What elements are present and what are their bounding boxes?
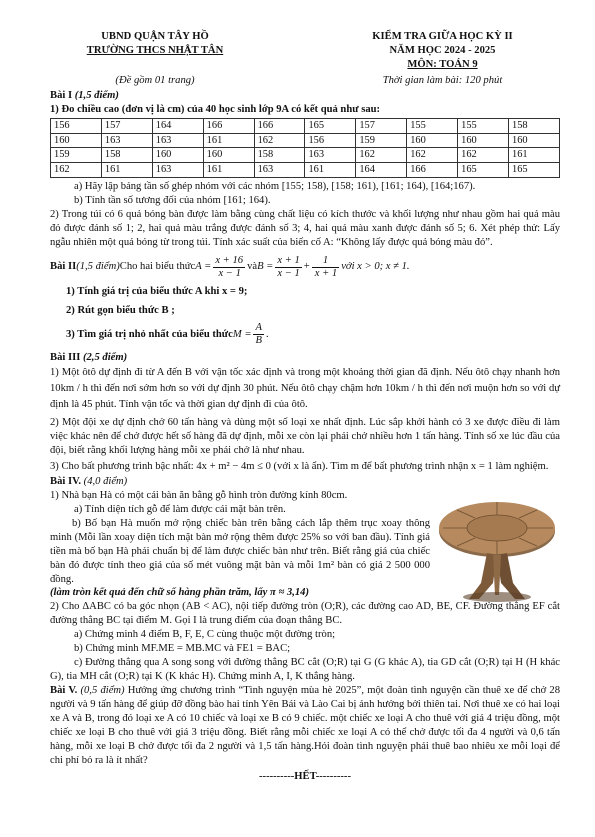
table-cell: 160 xyxy=(458,133,509,148)
bai3-q2: 2) Một đội xe dự định chở 60 tấn hàng và dùng một số loại xe nhất định. Lúc sắp khởi hành có 3 xe được điều đi làm việc khác nên để chở được hết số hàng đã dự định, mỗi xe còn lại phải chở nhiều hơn 1 tấn hàng. Tính số xe lúc đầu của đội, biết rằng khối lượng hàng mỗi xe phải chở là như nhau. xyxy=(50,416,560,456)
table-cell: 156 xyxy=(305,133,356,148)
exam-title: KIỂM TRA GIỮA HỌC KỲ II xyxy=(372,31,513,42)
bai2-q2: 2) Rút gọn biểu thức B ; xyxy=(66,304,175,316)
bai2-points: (1,5 điểm) xyxy=(76,261,120,273)
header-left xyxy=(50,30,260,72)
table-cell: 160 xyxy=(152,148,203,163)
table-cell: 166 xyxy=(407,163,458,178)
header xyxy=(50,30,560,72)
bai2-condition: với x > 0; x ≠ 1. xyxy=(341,261,410,273)
time-limit: Thời gian làm bài: 120 phút xyxy=(382,74,503,86)
bai2-q3: 3) Tìm giá trị nhỏ nhất của biểu thức xyxy=(66,328,233,340)
expr-b-numerator-1: x + 1 xyxy=(275,255,301,268)
expr-a-fraction xyxy=(213,255,245,280)
expr-b-numerator-2: 1 xyxy=(312,255,339,268)
header-right xyxy=(325,30,560,72)
table-cell: 160 xyxy=(509,133,560,148)
table-cell: 163 xyxy=(152,133,203,148)
table-cell: 160 xyxy=(407,133,458,148)
bai1-q2: 2) Trong túi có 6 quả bóng bàn được làm bằng cùng chất liệu có kích thước và khối lượng như nhau gồm hai quả màu đỏ được đánh số 1; 2, hai quả màu trắng được đánh số 3; 4, hai quả màu xanh được đánh số 5; 6. Xét phép thử: Lấy ngẫu nhiên một quả bóng từ trong túi. Tính xác suất của biến cố A: “Không lấy được quả bóng màu đỏ”. xyxy=(50,208,560,248)
bai4-q1b: b) Bố bạn Hà muốn mở rộng chiếc bàn trên bằng cách lắp thêm trục xoay thông minh (Mỗi lần xoay diện tích mặt bàn mở rộng thêm được 25% so với ban đầu). Tính giá tiền mà bố bạn Hà phải chuẩn bị để làm được chiếc bàn như trên. Biết rằng giá của chiếc bàn đó được tính theo giá của số mét vuông mặt bàn và mỗi 1m² bàn có giá 2 500 000 đồng. xyxy=(50,517,430,585)
table-cell: 162 xyxy=(458,148,509,163)
bai1-points: (1,5 điểm) xyxy=(72,89,119,101)
page-count: (Đề gồm 01 trang) xyxy=(115,74,195,86)
expr-b-label: B = xyxy=(257,261,274,273)
bai1-q1b: b) Tính tần số tương đối của nhóm [161; 164). xyxy=(74,194,271,206)
table-cell: 164 xyxy=(356,163,407,178)
round-table-image xyxy=(435,491,560,606)
bai2-and: và xyxy=(247,261,258,273)
bai2-q1: 1) Tính giá trị của biểu thức A khi x = 9; xyxy=(66,285,248,297)
bai4-title: Bài IV. xyxy=(50,475,82,487)
bai2-q3-row xyxy=(50,322,560,347)
bai5-text: Hưởng ứng chương trình “Tình nguyện mùa hè 2025”, một đoàn tình nguyện cần thuê xe để chở 28 người và 9 tấn hàng để giúp đỡ đồng bào hai tỉnh Yên Bái và Lào Cai bị ảnh hưởng bởi thiên tai. Nơi thuê xe có hai loại xe A và B, trong đó loại xe A có 10 chiếc và loại xe B có 9 chiếc. một chiếc xe loại A cho thuê với giá 4 triệu đồng, một chiếc xe loại B cho thuê với giá 3 triệu đồng. Biết rằng mỗi chiếc xe loại A có thể chở được tối đa 4 người và 0,6 tấn hàng, mỗi xe loại B chở được tối đa 2 người và 1,5 tấn hàng.Hỏi đoàn tình nguyện phải thuê bao nhiêu xe mỗi loại để chi phí bỏ ra là ít nhất? xyxy=(50,685,560,767)
bai1-q1a: a) Hãy lập bảng tần số ghép nhóm với các nhóm [155; 158), [158; 161), [161; 164), [164;167). xyxy=(74,180,476,192)
header-info-row xyxy=(50,74,560,88)
section-bai-5 xyxy=(50,684,560,768)
table-row xyxy=(51,133,560,148)
table-cell: 158 xyxy=(254,148,305,163)
table-cell: 163 xyxy=(305,148,356,163)
bai3-q3: 3) Cho bất phương trình bậc nhất: 4x + m² − 4m ≤ 0 (với x là ẩn). Tìm m để bất phương trình nhận x = 1 làm nghiệm. xyxy=(50,460,549,472)
table-cell: 155 xyxy=(458,118,509,133)
bai1-q1: 1) Đo chiều cao (đơn vị là cm) của 40 học sinh lớp 9A có kết quả như sau: xyxy=(50,103,381,115)
table-cell: 164 xyxy=(152,118,203,133)
bai3-title: Bài III xyxy=(50,352,81,364)
table-cell: 165 xyxy=(509,163,560,178)
table-cell: 156 xyxy=(51,118,102,133)
bai2-intro: Cho hai biểu thức xyxy=(119,261,196,273)
section-bai-3 xyxy=(50,351,560,474)
table-row xyxy=(51,148,560,163)
expr-m-denominator: B xyxy=(255,335,262,347)
table-cell: 166 xyxy=(203,118,254,133)
bai1-title: Bài I xyxy=(50,89,73,101)
table-cell: 163 xyxy=(101,133,152,148)
bai4-q1: 1) Nhà bạn Hà có một cái bàn ăn bằng gỗ hình tròn đường kính 80cm. xyxy=(50,489,348,501)
subject-name: MÔN: TOÁN 9 xyxy=(407,58,478,70)
school-name: TRƯỜNG THCS NHẬT TÂN xyxy=(86,44,224,56)
table-cell: 161 xyxy=(509,148,560,163)
expr-m-numerator: A xyxy=(253,322,263,335)
table-cell: 155 xyxy=(407,118,458,133)
table-cell: 161 xyxy=(305,163,356,178)
section-bai-4 xyxy=(50,475,560,685)
end-marker: ----------HẾT---------- xyxy=(259,771,351,783)
table-cell: 165 xyxy=(458,163,509,178)
table-cell: 161 xyxy=(203,133,254,148)
table-cell: 161 xyxy=(203,163,254,178)
table-cell: 160 xyxy=(203,148,254,163)
table-cell: 163 xyxy=(254,163,305,178)
table-cell: 157 xyxy=(101,118,152,133)
table-cell: 158 xyxy=(101,148,152,163)
table-cell: 160 xyxy=(51,133,102,148)
bai2-title: Bài II xyxy=(50,261,77,273)
expr-a-denominator: x − 1 xyxy=(218,267,241,279)
expr-a-label: A = xyxy=(195,261,212,273)
bai3-points: (2,5 điểm) xyxy=(80,352,128,364)
bai3-q1: 1) Một ôtô dự định đi từ A đến B với vận tốc xác định và trong một khoảng thời gian đã định. Nếu ôtô chạy nhanh hơn 10km / h thì đến nơi sớm hơn so với dự định 30 phút. Nếu ôtô chạy chậm hơn 10km / h thì đến nơi muộn hơn so với dự định là 45 phút. Tính vận tốc và thời gian dự định đi của ôtô. xyxy=(50,367,560,410)
expr-b-plus: + xyxy=(303,261,310,273)
expr-b-denominator-1: x − 1 xyxy=(277,267,300,279)
table-cell: 157 xyxy=(356,118,407,133)
bai4-q1a: a) Tính diện tích gỗ để làm được cái mặt bàn trên. xyxy=(74,503,286,515)
table-row xyxy=(51,118,560,133)
heights-table xyxy=(50,118,560,178)
bai4-q2c: c) Đường thẳng qua A song song với đường thẳng BC cắt (O;R) tại G (G khác A), tia GD cắt (O;R) tại H (H khác G), tia MH cắt (O;R) tại K (K khác H). Chứng minh A, I, K thẳng hàng. xyxy=(50,657,560,683)
table-cell: 161 xyxy=(101,163,152,178)
section-bai-2 xyxy=(50,255,560,348)
bai4-q2a: a) Chứng minh 4 điểm B, F, E, C cùng thuộc một đường tròn; xyxy=(74,629,336,641)
expr-b-denominator-2: x + 1 xyxy=(314,267,338,279)
table-cell: 162 xyxy=(51,163,102,178)
table-cell: 162 xyxy=(407,148,458,163)
expr-b-fraction-2 xyxy=(312,255,339,280)
table-cell: 163 xyxy=(152,163,203,178)
table-row xyxy=(51,163,560,178)
expr-m-fraction xyxy=(253,322,263,347)
bai2-q3-end: . xyxy=(265,328,269,340)
exam-page xyxy=(50,30,560,784)
table-cell: 166 xyxy=(254,118,305,133)
table-cell: 158 xyxy=(509,118,560,133)
bai5-title: Bài V. xyxy=(50,685,78,697)
expr-b-fraction-1 xyxy=(275,255,301,280)
district-name: UBND QUẬN TÂY HỒ xyxy=(101,31,209,42)
expr-a-numerator: x + 16 xyxy=(213,255,245,268)
bai4-part1 xyxy=(50,489,560,601)
bai5-points: (0,5 điểm) xyxy=(77,685,125,697)
table-cell: 165 xyxy=(305,118,356,133)
table-cell: 162 xyxy=(254,133,305,148)
expr-m-label: M = xyxy=(232,328,252,340)
bai4-q2b: b) Chứng minh MF.ME = MB.MC và FE1 = BAC; xyxy=(74,643,291,655)
bai4-rounding-note: (làm tròn kết quả đến chữ số hàng phần trăm, lấy π ≈ 3,14) xyxy=(50,587,309,599)
bai4-points: (4,0 điểm) xyxy=(81,475,128,487)
school-year: NĂM HỌC 2024 - 2025 xyxy=(389,44,496,56)
table-cell: 159 xyxy=(51,148,102,163)
bai4-q2: 2) Cho ΔABC có ba góc nhọn (AB < AC), nội tiếp đường tròn (O;R), các đường cao AD, BE, CF. Đường thẳng EF cắt đường thẳng BC tại điểm M. Gọi I là trung điểm của đoạn thẳng BC. xyxy=(50,601,560,627)
table-cell: 159 xyxy=(356,133,407,148)
table-cell: 162 xyxy=(356,148,407,163)
section-bai-1 xyxy=(50,89,560,250)
